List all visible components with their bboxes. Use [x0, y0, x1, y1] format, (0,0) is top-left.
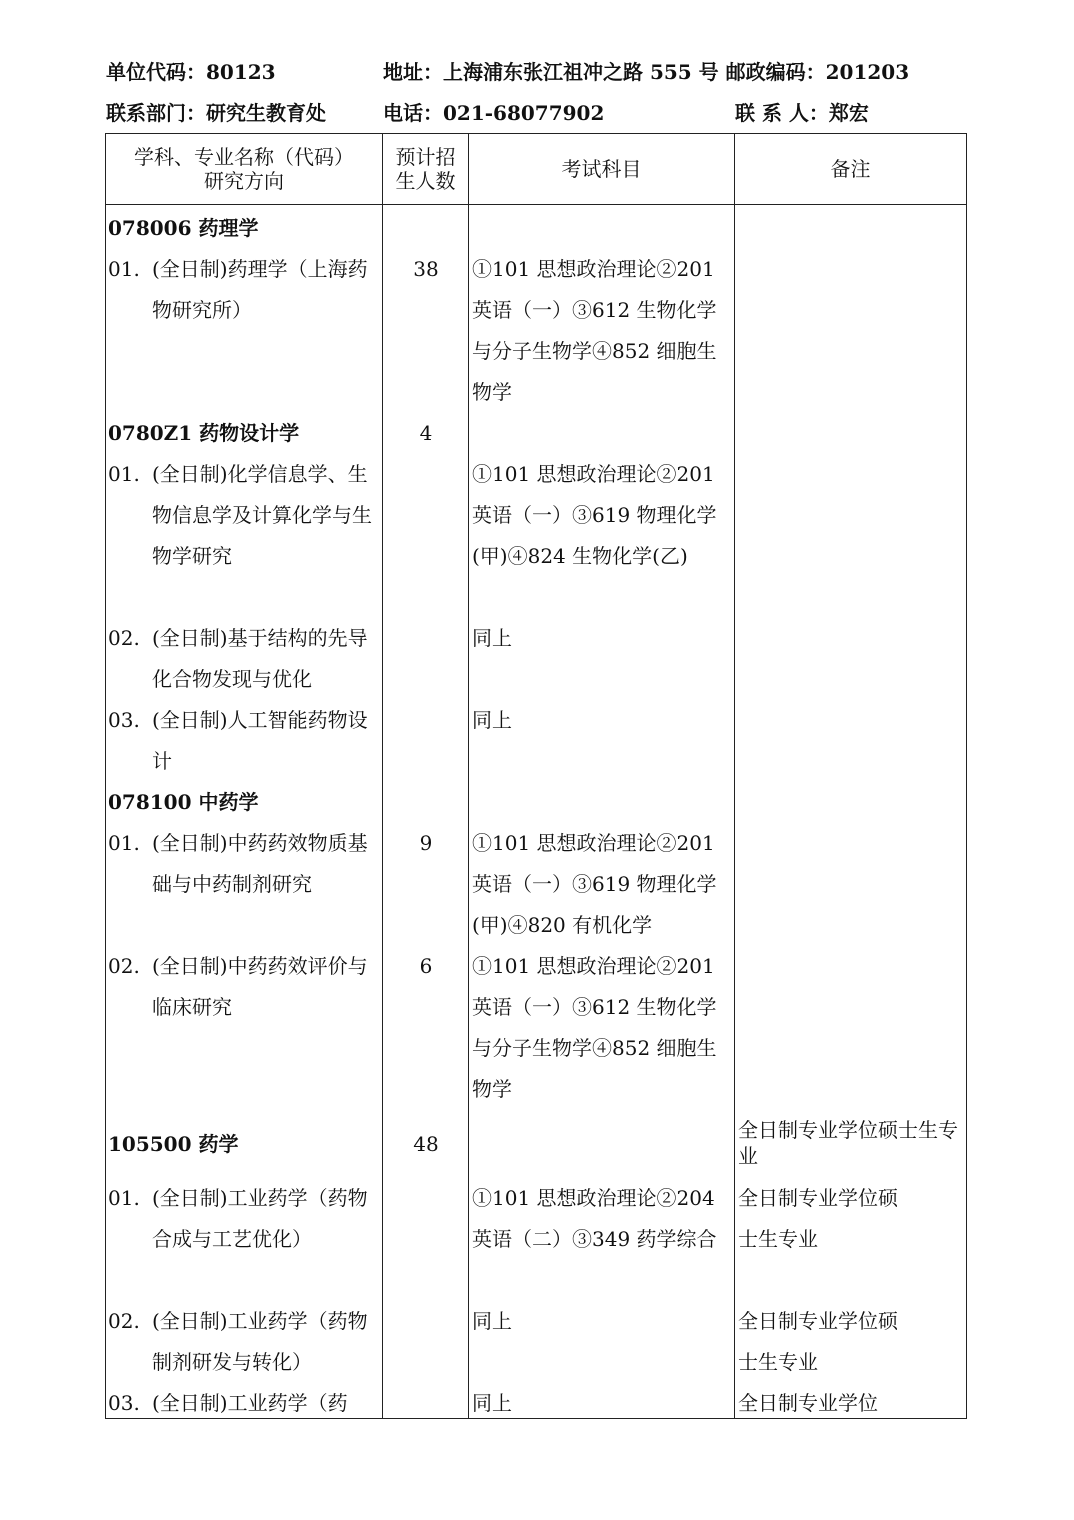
section-title: 078006 药理学	[108, 216, 259, 240]
header-line-1	[106, 57, 976, 87]
table-body-row	[106, 205, 967, 1419]
note-text: 全日制专业学位硕士生专业	[738, 1118, 958, 1168]
exam-subjects: ①101 思想政治理论②201 英语（一）③619 物理化学(甲)④824 生物化学(乙)	[472, 462, 717, 568]
section-title: 0780Z1 药物设计学	[108, 421, 300, 445]
exam-subjects: ①101 思想政治理论②201 英语（一）③612 生物化学与分子生物学④852 细胞生物学	[472, 954, 717, 1101]
phone: 电话：021-68077902	[383, 101, 605, 125]
exam-subjects: 同上	[472, 708, 512, 732]
direction-number: 01.	[108, 831, 140, 855]
unit-code: 单位代码：80123	[106, 60, 276, 84]
direction-number: 01.	[108, 257, 140, 281]
direction-name: (全日制)化学信息学、生物信息学及计算化学与生物学研究	[152, 462, 372, 568]
direction-name: (全日制)工业药学（药物制剂研发与转化）	[152, 1309, 368, 1374]
note-text: 全日制专业学位硕士生专业	[738, 1309, 898, 1374]
header-quota	[383, 134, 469, 205]
header-line-2	[106, 98, 976, 128]
subject-column	[106, 205, 383, 1419]
admissions-table	[105, 133, 967, 1419]
direction-number: 03.	[108, 1391, 140, 1415]
direction-number: 01.	[108, 1186, 140, 1210]
direction-name: (全日制)基于结构的先导化合物发现与优化	[152, 626, 368, 691]
exam-subjects: ①101 思想政治理论②204 英语（二）③349 药学综合	[472, 1186, 717, 1251]
direction-name: (全日制)药理学（上海药物研究所）	[152, 257, 368, 322]
quota-value: 48	[413, 1132, 439, 1156]
exam-column	[469, 205, 735, 1419]
address: 地址：上海浦东张江祖冲之路 555 号 邮政编码：201203	[383, 60, 910, 84]
contact-department: 联系部门：研究生教育处	[106, 101, 326, 125]
header-subject-line2: 研究方向	[204, 169, 284, 193]
quota-value: 4	[419, 421, 433, 445]
direction-number: 03.	[108, 708, 140, 732]
direction-number: 01.	[108, 462, 140, 486]
direction-name: (全日制)中药药效评价与临床研究	[152, 954, 368, 1019]
header-subject-line1: 学科、专业名称（代码）	[134, 145, 354, 169]
direction-number: 02.	[108, 626, 140, 650]
note-text: 全日制专业学位硕士生专业	[738, 1186, 898, 1251]
header-note: 备注	[735, 134, 967, 205]
direction-name: (全日制)工业药学（药	[152, 1391, 348, 1415]
quota-column	[383, 205, 469, 1419]
contact-person: 联 系 人：郑宏	[735, 101, 869, 125]
header-quota-line1: 预计招	[395, 145, 456, 169]
header-subject	[106, 134, 383, 205]
direction-name: (全日制)人工智能药物设计	[152, 708, 368, 773]
quota-value: 6	[419, 954, 433, 978]
exam-subjects: 同上	[472, 626, 512, 650]
section-title: 078100 中药学	[108, 790, 259, 814]
quota-value: 9	[419, 831, 433, 855]
note-column	[735, 205, 967, 1419]
header-exam: 考试科目	[469, 134, 735, 205]
header-quota-line2: 生人数	[395, 169, 456, 193]
direction-number: 02.	[108, 1309, 140, 1333]
direction-name: (全日制)工业药学（药物合成与工艺优化）	[152, 1186, 368, 1251]
direction-number: 02.	[108, 954, 140, 978]
exam-subjects: 同上	[472, 1309, 512, 1333]
exam-subjects: ①101 思想政治理论②201 英语（一）③619 物理化学(甲)④820 有机化学	[472, 831, 717, 937]
table-header-row	[106, 134, 967, 205]
exam-subjects: ①101 思想政治理论②201 英语（一）③612 生物化学与分子生物学④852 细胞生物学	[472, 257, 717, 404]
quota-value: 38	[413, 257, 439, 281]
exam-subjects: 同上	[472, 1391, 512, 1415]
direction-name: (全日制)中药药效物质基础与中药制剂研究	[152, 831, 368, 896]
note-text: 全日制专业学位	[738, 1391, 878, 1415]
section-title: 105500 药学	[108, 1132, 239, 1156]
